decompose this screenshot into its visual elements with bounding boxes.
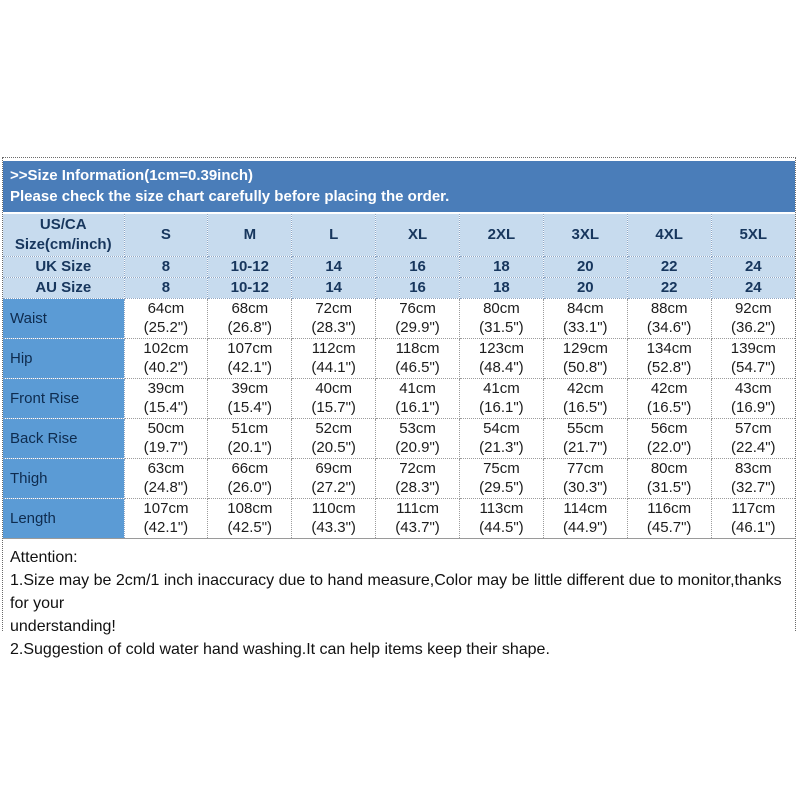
au-size-row-value: 22	[627, 277, 711, 298]
size-column-header: 2XL	[460, 214, 544, 256]
measurement-cell: 55cm (21.7")	[543, 418, 627, 458]
size-header-row	[3, 214, 795, 256]
measurement-row-label: Thigh	[3, 458, 124, 498]
attention-line: 2.Suggestion of cold water hand washing.It can help items keep their shape.	[10, 640, 550, 658]
measurement-cell: 113cm (44.5")	[460, 498, 544, 538]
measurement-cell: 80cm (31.5")	[460, 298, 544, 338]
size-column-header: L	[292, 214, 376, 256]
au-size-row-value: 16	[376, 277, 460, 298]
measurement-cell: 107cm (42.1")	[208, 338, 292, 378]
measurement-cell: 66cm (26.0")	[208, 458, 292, 498]
measurement-cell: 102cm (40.2")	[124, 338, 208, 378]
uk-size-row-value: 18	[460, 256, 544, 277]
measurement-cell: 118cm (46.5")	[376, 338, 460, 378]
measurement-cell: 117cm (46.1")	[711, 498, 795, 538]
uk-size-row-value: 22	[627, 256, 711, 277]
au-size-row-value: 10-12	[208, 277, 292, 298]
measurement-cell: 114cm (44.9")	[543, 498, 627, 538]
measurement-cell: 112cm (44.1")	[292, 338, 376, 378]
measurement-row	[3, 418, 795, 458]
uk-size-row	[3, 256, 795, 277]
measurement-cell: 83cm (32.7")	[711, 458, 795, 498]
uk-size-row-label: UK Size	[3, 256, 124, 277]
au-size-row	[3, 277, 795, 298]
au-size-row-label: AU Size	[3, 277, 124, 298]
measurement-cell: 68cm (26.8")	[208, 298, 292, 338]
measurement-cell: 50cm (19.7")	[124, 418, 208, 458]
measurement-cell: 110cm (43.3")	[292, 498, 376, 538]
banner	[3, 161, 795, 212]
measurement-row	[3, 298, 795, 338]
measurement-cell: 72cm (28.3")	[376, 458, 460, 498]
measurement-cell: 40cm (15.7")	[292, 378, 376, 418]
banner-subtitle: Please check the size chart carefully before placing the order.	[10, 188, 450, 205]
measurement-cell: 139cm (54.7")	[711, 338, 795, 378]
measurement-cell: 51cm (20.1")	[208, 418, 292, 458]
attention-heading: Attention:	[10, 548, 78, 566]
measurement-row	[3, 378, 795, 418]
measurement-row-label: Length	[3, 498, 124, 538]
size-column-header: XL	[376, 214, 460, 256]
measurement-row	[3, 498, 795, 538]
measurement-row-label: Waist	[3, 298, 124, 338]
measurement-cell: 134cm (52.8")	[627, 338, 711, 378]
au-size-row-value: 18	[460, 277, 544, 298]
measurement-cell: 57cm (22.4")	[711, 418, 795, 458]
measurement-row	[3, 338, 795, 378]
measurement-cell: 129cm (50.8")	[543, 338, 627, 378]
uk-size-row-value: 8	[124, 256, 208, 277]
measurement-cell: 64cm (25.2")	[124, 298, 208, 338]
measurement-cell: 69cm (27.2")	[292, 458, 376, 498]
measurement-cell: 39cm (15.4")	[208, 378, 292, 418]
size-chart-panel	[2, 157, 796, 658]
attention-line: 1.Size may be 2cm/1 inch inaccuracy due to hand measure,Color may be little different due to monitor,thanks for your	[10, 571, 782, 612]
measurement-cell: 41cm (16.1")	[460, 378, 544, 418]
measurement-row	[3, 458, 795, 498]
measurement-cell: 76cm (29.9")	[376, 298, 460, 338]
measurement-cell: 39cm (15.4")	[124, 378, 208, 418]
measurement-cell: 111cm (43.7")	[376, 498, 460, 538]
uk-size-row-value: 16	[376, 256, 460, 277]
au-size-row-value: 8	[124, 277, 208, 298]
uk-size-row-value: 20	[543, 256, 627, 277]
size-table	[3, 214, 795, 539]
banner-title: >>Size Information(1cm=0.39inch)	[10, 167, 253, 184]
attention-line: understanding!	[10, 617, 116, 635]
measurement-cell: 42cm (16.5")	[543, 378, 627, 418]
attention-section	[3, 539, 795, 661]
measurement-cell: 108cm (42.5")	[208, 498, 292, 538]
measurement-cell: 63cm (24.8")	[124, 458, 208, 498]
measurement-row-label: Back Rise	[3, 418, 124, 458]
measurement-cell: 92cm (36.2")	[711, 298, 795, 338]
au-size-row-value: 24	[711, 277, 795, 298]
au-size-row-value: 14	[292, 277, 376, 298]
measurement-row-label: Hip	[3, 338, 124, 378]
measurement-cell: 116cm (45.7")	[627, 498, 711, 538]
measurement-cell: 53cm (20.9")	[376, 418, 460, 458]
measurement-cell: 56cm (22.0")	[627, 418, 711, 458]
uk-size-row-value: 10-12	[208, 256, 292, 277]
measurement-cell: 88cm (34.6")	[627, 298, 711, 338]
size-column-header: S	[124, 214, 208, 256]
measurement-cell: 80cm (31.5")	[627, 458, 711, 498]
measurement-cell: 43cm (16.9")	[711, 378, 795, 418]
measurement-cell: 77cm (30.3")	[543, 458, 627, 498]
au-size-row-value: 20	[543, 277, 627, 298]
uk-size-row-value: 14	[292, 256, 376, 277]
measurement-cell: 84cm (33.1")	[543, 298, 627, 338]
measurement-cell: 107cm (42.1")	[124, 498, 208, 538]
size-column-header: 4XL	[627, 214, 711, 256]
uk-size-row-value: 24	[711, 256, 795, 277]
size-column-header: 3XL	[543, 214, 627, 256]
measurement-row-label: Front Rise	[3, 378, 124, 418]
measurement-cell: 72cm (28.3")	[292, 298, 376, 338]
measurement-cell: 42cm (16.5")	[627, 378, 711, 418]
measurement-cell: 52cm (20.5")	[292, 418, 376, 458]
measurement-cell: 75cm (29.5")	[460, 458, 544, 498]
measurement-cell: 123cm (48.4")	[460, 338, 544, 378]
size-column-header: M	[208, 214, 292, 256]
size-column-header: 5XL	[711, 214, 795, 256]
measurement-cell: 41cm (16.1")	[376, 378, 460, 418]
measurement-cell: 54cm (21.3")	[460, 418, 544, 458]
corner-header-cell: US/CA Size(cm/inch)	[3, 214, 124, 256]
